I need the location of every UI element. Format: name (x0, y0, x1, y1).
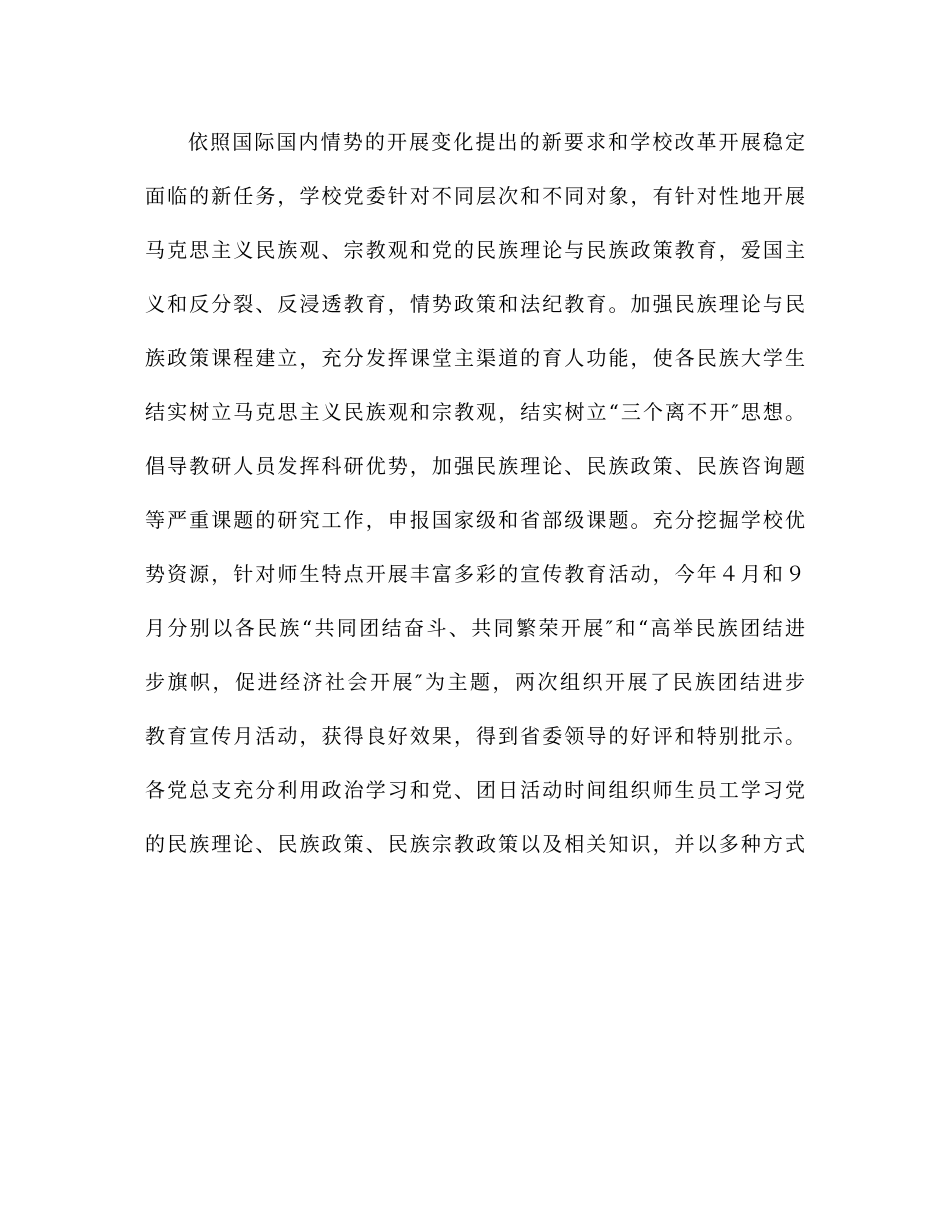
text-line: 义和反分裂、反浸透教育，情势政策和法纪教育。加强民族理论与民 (145, 292, 805, 316)
text-line: 倡导教研人员发挥科研优势，加强民族理论、民族政策、民族咨询题 (145, 454, 805, 478)
text-line: 结实树立马克思主义民族观和宗教观，结实树立“三个离不开″思想。 (145, 400, 805, 424)
text-line: 势资源，针对师生特点开展丰富多彩的宣传教育活动，今年４月和９ (145, 562, 805, 586)
text-line: 月分别以各民族“共同团结奋斗、共同繁荣开展″和“高举民族团结进 (145, 616, 805, 640)
text-line: 族政策课程建立，充分发挥课堂主渠道的育人功能，使各民族大学生 (145, 346, 805, 370)
text-line: 等严重课题的研究工作，申报国家级和省部级课题。充分挖掘学校优 (145, 508, 805, 532)
text-line: 各党总支充分利用政治学习和党、团日活动时间组织师生员工学习党 (145, 778, 805, 802)
body-paragraph (145, 120, 805, 876)
text-line: 步旗帜，促进经济社会开展″为主题，两次组织开展了民族团结进步 (145, 670, 805, 694)
text-line: 教育宣传月活动，获得良好效果，得到省委领导的好评和特别批示。 (145, 724, 805, 748)
text-line: 依照国际国内情势的开展变化提出的新要求和学校改革开展稳定 (188, 130, 805, 154)
text-line: 马克思主义民族观、宗教观和党的民族理论与民族政策教育，爱国主 (145, 238, 805, 262)
text-line: 面临的新任务，学校党委针对不同层次和不同对象，有针对性地开展 (145, 184, 805, 208)
text-line: 的民族理论、民族政策、民族宗教政策以及相关知识，并以多种方式 (145, 832, 805, 856)
